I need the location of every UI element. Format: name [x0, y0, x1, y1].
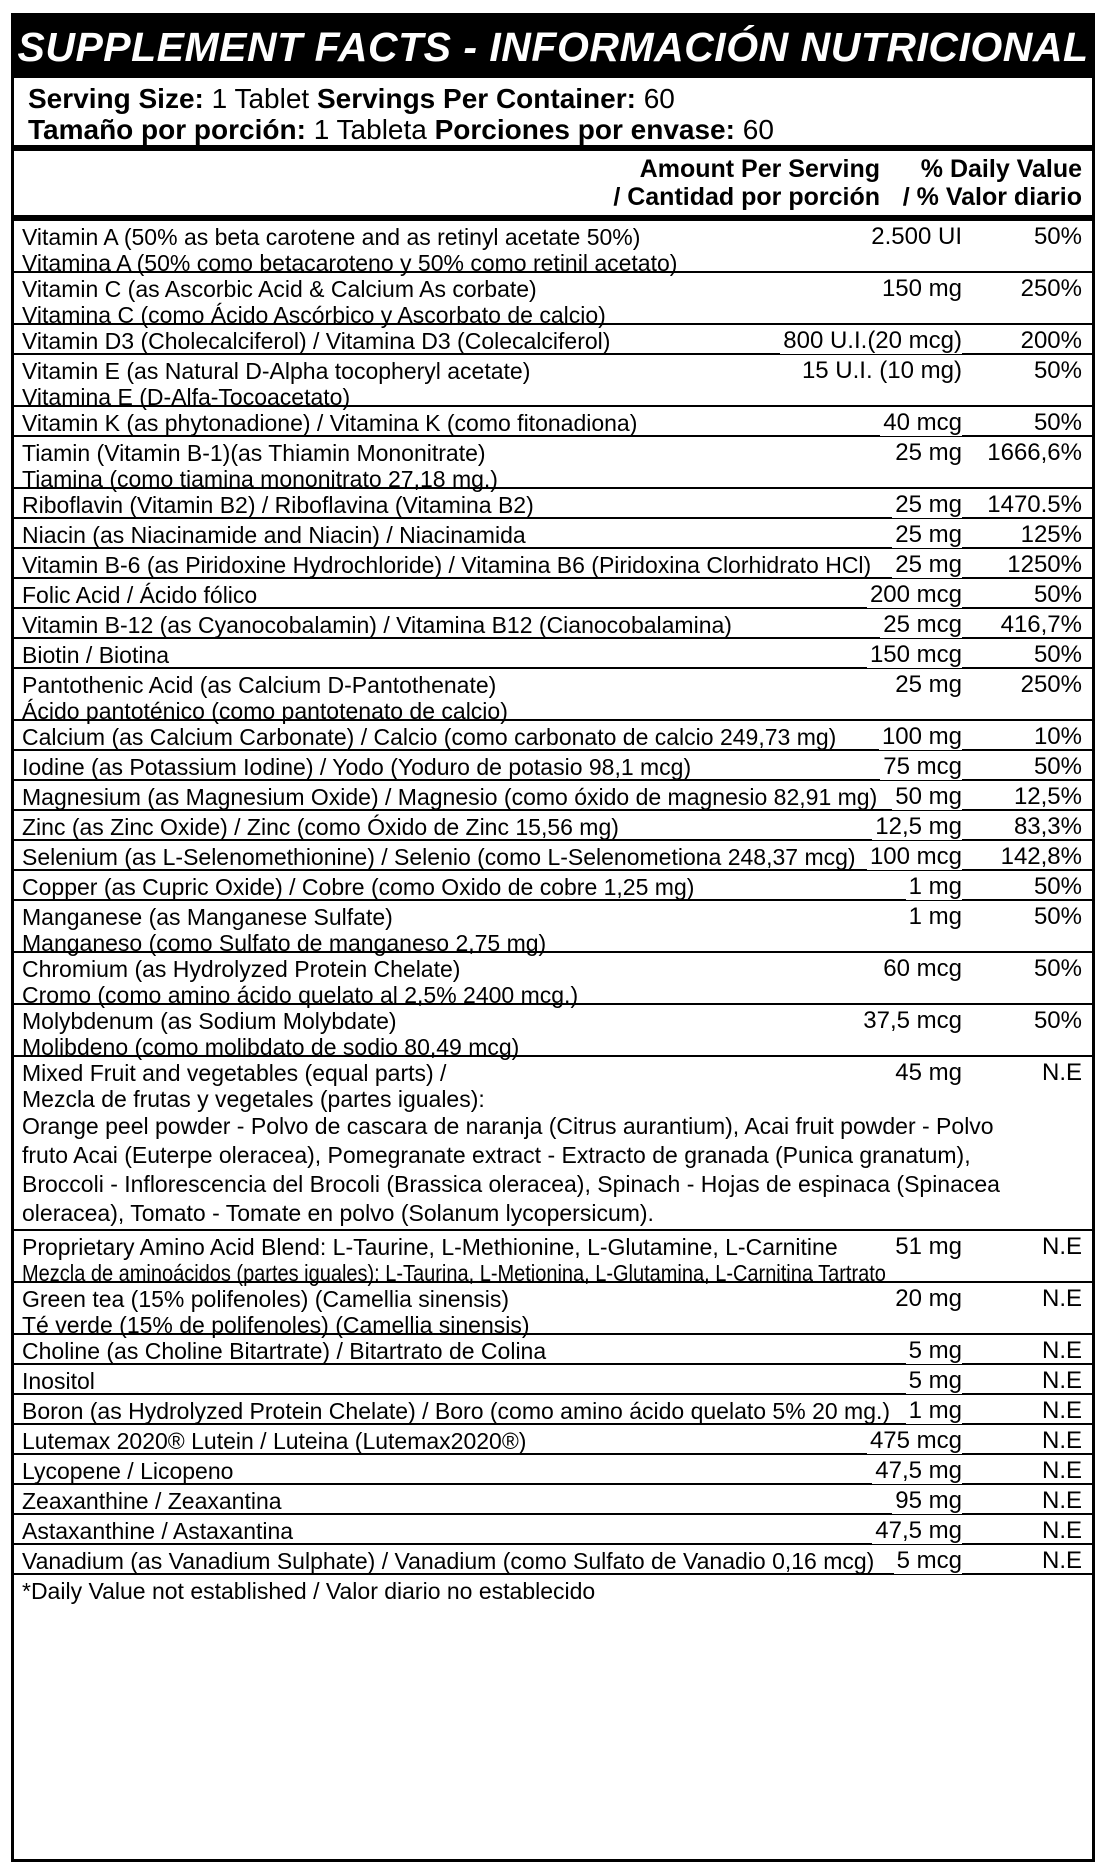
nutrient-name — [22, 1368, 832, 1394]
nutrient-amount: 5 mg — [906, 1368, 962, 1394]
nutrient-name — [22, 492, 832, 518]
nutrient-name — [22, 814, 832, 840]
nutrient-daily-value: N.E — [1041, 1547, 1082, 1574]
nutrient-daily-value: 1470.5% — [987, 491, 1082, 518]
nutrient-name — [22, 1488, 832, 1514]
nutrient-name-line: Manganese (as Manganese Sulfate) — [22, 904, 393, 930]
nutrient-name — [22, 874, 832, 900]
nutrient-daily-value: 83,3% — [1013, 813, 1082, 840]
nutrient-name — [22, 276, 832, 328]
nutrient-daily-value: N.E — [1041, 1457, 1082, 1484]
nutrient-daily-value: 416,7% — [1000, 611, 1082, 638]
nutrient-amount: 12,5 mg — [872, 814, 962, 840]
nutrient-daily-value: 50% — [1033, 753, 1082, 780]
nutrient-daily-value: 250% — [1020, 275, 1082, 302]
nutrient-name — [22, 1398, 891, 1424]
nutrient-row — [14, 1485, 1092, 1515]
nutrient-name-line: Niacin (as Niacinamide and Niacin) / Niacinamida — [22, 522, 526, 548]
nutrient-row — [14, 609, 1092, 639]
serving-size-label-es: Tamaño por porción: — [28, 114, 306, 145]
nutrient-name-line: Zeaxanthine / Zeaxantina — [22, 1488, 282, 1514]
serving-line-en — [28, 83, 1092, 114]
nutrient-amount: 25 mg — [892, 492, 962, 518]
nutrient-name — [22, 612, 832, 638]
label-title: SUPPLEMENT FACTS - INFORMACIÓN NUTRICIONAL — [14, 16, 1092, 78]
nutrient-row — [14, 437, 1092, 492]
serving-size-value-es: 1 Tableta — [305, 114, 435, 145]
nutrient-amount: 5 mcg — [894, 1548, 962, 1574]
nutrient-name — [22, 956, 832, 1008]
nutrient-name-line: Vitamin D3 (Cholecalciferol) / Vitamina D3 (Colecalciferol) — [22, 328, 611, 354]
nutrient-name-line: Lutemax 2020® Lutein / Luteina (Lutemax2020®) — [22, 1428, 527, 1454]
nutrient-name-line: Choline (as Choline Bitartrate) / Bitartrato de Colina — [22, 1338, 547, 1364]
servings-per-container-label-es: Porciones por envase: — [434, 114, 735, 145]
nutrient-daily-value: 12,5% — [1013, 783, 1082, 810]
nutrient-rows — [14, 221, 1092, 1575]
nutrient-amount: 100 mg — [879, 724, 962, 750]
mixed-fruit-amount: 45 mg — [892, 1060, 962, 1086]
nutrient-daily-value: 50% — [1033, 357, 1082, 384]
nutrient-row — [14, 639, 1092, 669]
nutrient-name — [22, 440, 832, 492]
nutrient-row — [14, 221, 1092, 276]
mixed-fruit-description-line: fruto Acai (Euterpe oleracea), Pomegranate extract - Extracto de granada (Punica granatum), — [22, 1142, 971, 1168]
nutrient-name-line-es: Tiamina (como tiamina mononitrato 27,18 mg.) — [22, 466, 498, 492]
nutrient-amount: 200 mcg — [867, 582, 962, 608]
nutrient-row — [14, 355, 1092, 410]
supplement-facts-label — [11, 13, 1095, 1862]
dv-header-en: % Daily Value — [920, 155, 1082, 183]
footnote: *Daily Value not established / Valor diario no establecido — [22, 1578, 596, 1604]
nutrient-row — [14, 489, 1092, 519]
nutrient-amount: 100 mcg — [867, 844, 962, 870]
nutrient-name — [22, 1518, 832, 1544]
nutrient-name-line: Folic Acid / Ácido fólico — [22, 582, 258, 608]
servings-per-container-value-es: 60 — [734, 114, 774, 145]
nutrient-row — [14, 1545, 1092, 1575]
column-header — [14, 151, 1092, 221]
servings-per-container-label: Servings Per Container: — [316, 83, 636, 114]
nutrient-name-line-es: Molibdeno (como molibdato de sodio 80,49 mcg) — [22, 1034, 520, 1060]
nutrient-amount: 47,5 mg — [872, 1458, 962, 1484]
nutrient-name-line: Vitamin B-12 (as Cyanocobalamin) / Vitamina B12 (Cianocobalamina) — [22, 612, 732, 638]
nutrient-daily-value: 50% — [1033, 223, 1082, 250]
nutrient-row — [14, 1395, 1092, 1425]
nutrient-row — [14, 549, 1092, 579]
nutrient-name — [22, 1234, 886, 1286]
nutrient-amount: 25 mg — [892, 522, 962, 548]
mixed-fruit-description-line: Broccoli - Inflorescencia del Brocoli (Brassica oleracea), Spinach - Hojas de espinaca (Spinacea — [22, 1171, 1000, 1197]
nutrient-row — [14, 811, 1092, 841]
amount-header-en: Amount Per Serving — [639, 155, 880, 183]
nutrient-row — [14, 751, 1092, 781]
nutrient-daily-value: N.E — [1041, 1427, 1082, 1454]
nutrient-name — [22, 904, 832, 956]
nutrient-name — [22, 1338, 832, 1364]
nutrient-amount: 2.500 UI — [868, 224, 962, 250]
nutrient-name-line-es: Té verde (15% de polifenoles) (Camellia sinensis) — [22, 1312, 530, 1338]
nutrient-name — [22, 1548, 875, 1574]
nutrient-name-line-es: Vitamina E (D-Alfa-Tocoacetato) — [22, 384, 351, 410]
nutrient-daily-value: N.E — [1041, 1337, 1082, 1364]
daily-value-column-header — [903, 155, 1082, 211]
nutrient-name — [22, 410, 832, 436]
nutrient-row — [14, 1425, 1092, 1455]
nutrient-row — [14, 871, 1092, 901]
nutrient-name-line: Inositol — [22, 1368, 95, 1394]
nutrient-daily-value: 142,8% — [1000, 843, 1082, 870]
nutrient-daily-value: 50% — [1033, 409, 1082, 436]
nutrient-row — [14, 519, 1092, 549]
nutrient-name-line: Boron (as Hydrolyzed Protein Chelate) / Boro (como amino ácido quelato 5% 20 mg.) — [22, 1398, 891, 1424]
nutrient-daily-value: N.E — [1041, 1233, 1082, 1260]
nutrient-amount: 25 mg — [892, 552, 962, 578]
nutrient-row — [14, 721, 1092, 751]
nutrient-name-line: Zinc (as Zinc Oxide) / Zinc (como Óxido de Zinc 15,56 mg) — [22, 814, 619, 840]
nutrient-row — [14, 1455, 1092, 1485]
nutrient-row — [14, 841, 1092, 871]
nutrient-name-line: Selenium (as L-Selenomethionine) / Selenio (como L-Selenometiona 248,37 mcg) — [22, 844, 856, 870]
nutrient-name-line: Astaxanthine / Astaxantina — [22, 1518, 294, 1544]
nutrient-name-line: Vitamin A (50% as beta carotene and as retinyl acetate 50%) — [22, 224, 641, 250]
nutrient-name-line-es: Vitamina A (50% como betacaroteno y 50% como retinil acetato) — [22, 250, 678, 276]
nutrient-name-line: Molybdenum (as Sodium Molybdate) — [22, 1008, 397, 1034]
nutrient-daily-value: N.E — [1041, 1367, 1082, 1394]
nutrient-row — [14, 1515, 1092, 1545]
nutrient-name — [22, 1008, 832, 1060]
nutrient-name — [22, 1286, 832, 1338]
nutrient-name-line-es: Vitamina C (como Ácido Ascórbico y Ascorbato de calcio) — [22, 302, 606, 328]
dv-header-es: / % Valor diario — [902, 183, 1082, 211]
nutrient-name-line: Pantothenic Acid (as Calcium D-Pantothenate) — [22, 672, 497, 698]
nutrient-daily-value: 1666,6% — [987, 439, 1082, 466]
nutrient-amount: 95 mg — [892, 1488, 962, 1514]
nutrient-name-line-es: Ácido pantoténico (como pantotenato de calcio) — [22, 698, 508, 724]
serving-size-label: Serving Size: — [28, 83, 204, 114]
nutrient-amount: 25 mg — [892, 440, 962, 466]
nutrient-name-line: Green tea (15% polifenoles) (Camellia sinensis) — [22, 1286, 510, 1312]
nutrient-row — [14, 781, 1092, 811]
nutrient-amount: 150 mg — [879, 276, 962, 302]
nutrient-name-line: Vanadium (as Vanadium Sulphate) / Vanadium (como Sulfato de Vanadio 0,16 mcg) — [22, 1548, 875, 1574]
nutrient-name-line-es: Manganeso (como Sulfato de manganeso 2,75 mg) — [22, 930, 547, 956]
nutrient-amount: 475 mcg — [867, 1428, 962, 1454]
nutrient-name-line: Iodine (as Potassium Iodine) / Yodo (Yoduro de potasio 98,1 mcg) — [22, 754, 692, 780]
nutrient-row — [14, 953, 1092, 1008]
nutrient-daily-value: N.E — [1041, 1397, 1082, 1424]
nutrient-daily-value: 125% — [1020, 521, 1082, 548]
nutrient-daily-value: 50% — [1033, 1007, 1082, 1034]
nutrient-row — [14, 1005, 1092, 1060]
mixed-fruit-name — [22, 1060, 832, 1112]
mixed-fruit-name-line: Mixed Fruit and vegetables (equal parts) / — [22, 1060, 447, 1086]
nutrient-row — [14, 669, 1092, 724]
nutrient-daily-value: 50% — [1033, 873, 1082, 900]
nutrient-daily-value: 50% — [1033, 581, 1082, 608]
nutrient-name — [22, 844, 856, 870]
nutrient-name — [22, 582, 832, 608]
nutrient-row — [14, 1231, 1092, 1286]
nutrient-row — [14, 579, 1092, 609]
serving-info — [14, 78, 1092, 151]
nutrient-amount: 50 mg — [892, 784, 962, 810]
mixed-fruit-description-line: oleracea), Tomato - Tomate en polvo (Solanum lycopersicum). — [22, 1200, 654, 1226]
nutrient-name-line-es: Mezcla de aminoácidos (partes iguales): L-Taurina, L-Metionina, L-Glutamina, L-Carnitina Tartrato — [22, 1260, 886, 1286]
nutrient-daily-value: N.E — [1041, 1517, 1082, 1544]
nutrient-row — [14, 273, 1092, 328]
nutrient-row — [14, 1283, 1092, 1338]
nutrient-row — [14, 325, 1092, 355]
nutrient-name — [22, 328, 832, 354]
nutrient-name-line-es: Cromo (como amino ácido quelato al 2,5% 2400 mcg.) — [22, 982, 579, 1008]
nutrient-name-line: Riboflavin (Vitamin B2) / Riboflavina (Vitamina B2) — [22, 492, 534, 518]
nutrient-amount: 20 mg — [892, 1286, 962, 1312]
nutrient-daily-value: 10% — [1033, 723, 1082, 750]
nutrient-amount: 25 mg — [892, 672, 962, 698]
nutrient-daily-value: 50% — [1033, 641, 1082, 668]
nutrient-name — [22, 754, 832, 780]
nutrient-name — [22, 1428, 832, 1454]
nutrient-row — [14, 1335, 1092, 1365]
nutrient-name — [22, 784, 878, 810]
nutrient-amount: 47,5 mg — [872, 1518, 962, 1544]
nutrient-name-line: Magnesium (as Magnesium Oxide) / Magnesio (como óxido de magnesio 82,91 mg) — [22, 784, 878, 810]
nutrient-daily-value: 200% — [1020, 327, 1082, 354]
nutrient-amount: 25 mcg — [880, 612, 962, 638]
nutrient-name — [22, 1458, 832, 1484]
nutrient-amount: 40 mcg — [880, 410, 962, 436]
nutrient-daily-value: 50% — [1033, 955, 1082, 982]
nutrient-amount: 75 mcg — [880, 754, 962, 780]
nutrient-name-line: Vitamin B-6 (as Piridoxine Hydrochloride) / Vitamina B6 (Piridoxina Clorhidrato HCl) — [22, 552, 872, 578]
nutrient-row — [14, 407, 1092, 437]
nutrient-name — [22, 724, 837, 750]
mixed-fruit-row — [14, 1057, 1092, 1231]
nutrient-amount: 1 mg — [906, 1398, 962, 1424]
nutrient-amount: 15 U.I. (10 mg) — [799, 358, 962, 384]
nutrient-amount: 800 U.I.(20 mcg) — [780, 328, 962, 354]
nutrient-name — [22, 358, 832, 410]
nutrient-name — [22, 642, 832, 668]
nutrient-name-line: Vitamin K (as phytonadione) / Vitamina K (como fitonadiona) — [22, 410, 638, 436]
mixed-fruit-description-line: Orange peel powder - Polvo de cascara de naranja (Citrus aurantium), Acai fruit powder - Polvo — [22, 1113, 994, 1139]
nutrient-name — [22, 672, 832, 724]
nutrient-amount: 51 mg — [892, 1234, 962, 1260]
nutrient-name-line: Vitamin E (as Natural D-Alpha tocopheryl acetate) — [22, 358, 531, 384]
nutrient-daily-value: 50% — [1033, 903, 1082, 930]
mixed-fruit-name-line: Mezcla de frutas y vegetales (partes iguales): — [22, 1086, 485, 1112]
nutrient-daily-value: N.E — [1041, 1487, 1082, 1514]
amount-column-header — [613, 155, 880, 211]
nutrient-name-line: Chromium (as Hydrolyzed Protein Chelate) — [22, 956, 461, 982]
nutrient-name — [22, 552, 872, 578]
nutrient-amount: 1 mg — [906, 904, 962, 930]
nutrient-daily-value: 1250% — [1007, 551, 1082, 578]
serving-line-es — [28, 114, 1092, 145]
nutrient-row — [14, 901, 1092, 956]
nutrient-row — [14, 1365, 1092, 1395]
nutrient-amount: 150 mcg — [867, 642, 962, 668]
nutrient-name-line: Tiamin (Vitamin B-1)(as Thiamin Mononitrate) — [22, 440, 486, 466]
nutrient-amount: 5 mg — [906, 1338, 962, 1364]
nutrient-amount: 60 mcg — [880, 956, 962, 982]
nutrient-name-line: Biotin / Biotina — [22, 642, 170, 668]
nutrient-daily-value: 250% — [1020, 671, 1082, 698]
mixed-fruit-daily-value: N.E — [1041, 1059, 1082, 1086]
mixed-fruit-description — [22, 1112, 1084, 1228]
nutrient-daily-value: N.E — [1041, 1285, 1082, 1312]
nutrient-name-line: Calcium (as Calcium Carbonate) / Calcio (como carbonato de calcio 249,73 mg) — [22, 724, 837, 750]
nutrient-amount: 1 mg — [906, 874, 962, 900]
nutrient-name — [22, 224, 832, 276]
nutrient-amount: 37,5 mcg — [860, 1008, 962, 1034]
nutrient-name — [22, 522, 832, 548]
amount-header-es: / Cantidad por porción — [613, 183, 880, 211]
nutrient-name-line: Vitamin C (as Ascorbic Acid & Calcium As corbate) — [22, 276, 537, 302]
servings-per-container-value: 60 — [635, 83, 675, 114]
nutrient-name-line: Lycopene / Licopeno — [22, 1458, 234, 1484]
nutrient-name-line: Copper (as Cupric Oxide) / Cobre (como Oxido de cobre 1,25 mg) — [22, 874, 695, 900]
nutrient-name-line: Proprietary Amino Acid Blend: L-Taurine, L-Methionine, L-Glutamine, L-Carnitine — [22, 1234, 838, 1260]
serving-size-value: 1 Tablet — [203, 83, 317, 114]
